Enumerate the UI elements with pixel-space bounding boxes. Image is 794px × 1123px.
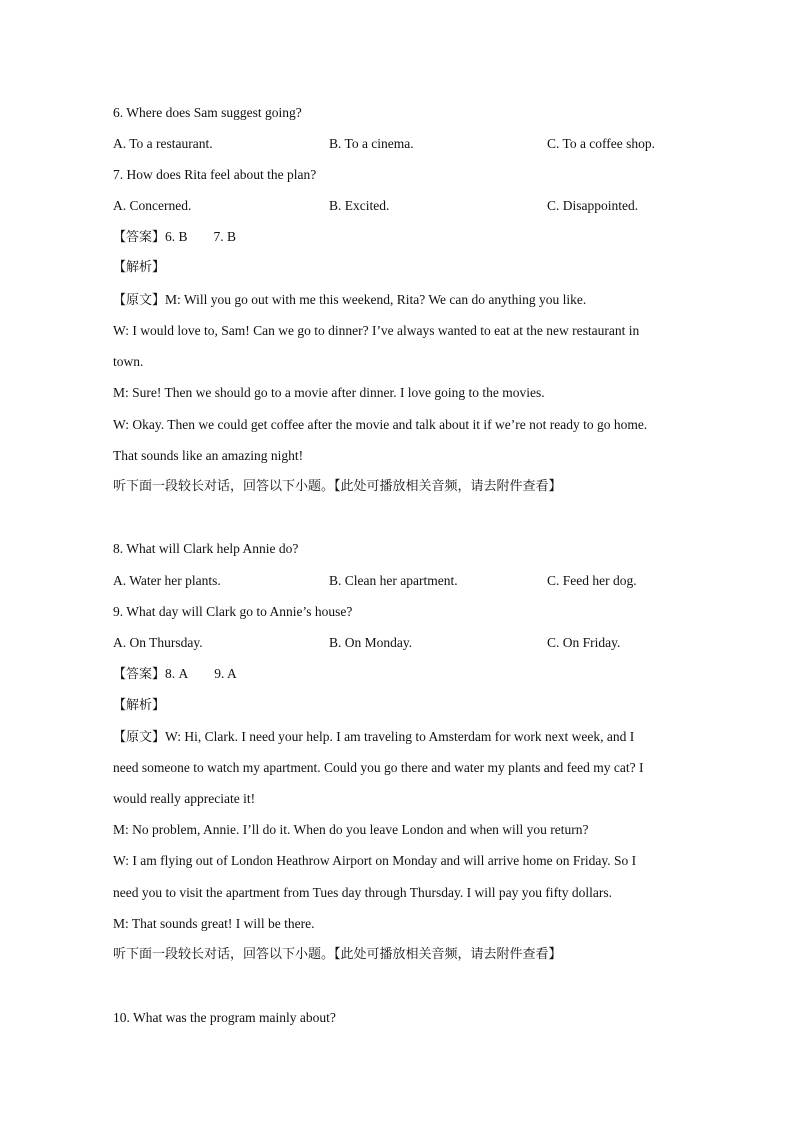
- transcript-1-line-2: W: I would love to, Sam! Can we go to dinner? I’ve always wanted to eat at the new restaurant in: [113, 323, 640, 338]
- option-a: A. To a restaurant.: [113, 136, 213, 151]
- question-9: 9. What day will Clark go to Annie’s house?: [113, 604, 353, 619]
- option-a: A. Water her plants.: [113, 573, 221, 588]
- transcript-2-line-2: need someone to watch my apartment. Could you go there and water my plants and feed my cat? I: [113, 760, 644, 775]
- answer-9: 9. A: [214, 666, 237, 681]
- option-c: C. To a coffee shop.: [547, 136, 656, 151]
- transcript-tag: 【原文】: [113, 730, 166, 745]
- question-7-options: [113, 197, 713, 215]
- option-b: B. Clean her apartment.: [329, 573, 458, 588]
- option-b: B. Excited.: [329, 198, 390, 213]
- analysis-tag-1: 【解析】: [113, 260, 166, 275]
- listening-instruction-2: 听下面一段较长对话，回答以下小题。【此处可播放相关音频，请去附件查看】: [113, 947, 562, 962]
- transcript-1-line-4: M: Sure! Then we should go to a movie after dinner. I love going to the movies.: [113, 385, 545, 400]
- transcript-text: W: Hi, Clark. I need your help. I am traveling to Amsterdam for work next week, and I: [165, 729, 635, 744]
- option-a: A. On Thursday.: [113, 635, 203, 650]
- transcript-text: M: Will you go out with me this weekend, Rita? We can do anything you like.: [165, 292, 587, 307]
- transcript-2-line-3: would really appreciate it!: [113, 791, 256, 806]
- answer-block-1: [113, 228, 683, 247]
- transcript-2-line-7: M: That sounds great! I will be there.: [113, 916, 315, 931]
- transcript-1-line-6: That sounds like an amazing night!: [113, 448, 304, 463]
- option-c: C. Feed her dog.: [547, 573, 637, 588]
- question-8: 8. What will Clark help Annie do?: [113, 541, 299, 556]
- transcript-1-line-5: W: Okay. Then we could get coffee after the movie and talk about it if we’re not ready to go home.: [113, 417, 648, 432]
- transcript-2-line-1: [113, 728, 683, 747]
- answer-tag: 【答案】: [113, 230, 166, 245]
- question-8-options: [113, 572, 713, 590]
- answer-8: 8. A: [165, 666, 189, 681]
- transcript-2-line-6: need you to visit the apartment from Tues day through Thursday. I will pay you fifty dollars.: [113, 885, 613, 900]
- transcript-1-line-1: [113, 291, 683, 310]
- answer-tag: 【答案】: [113, 667, 166, 682]
- transcript-1-line-3: town.: [113, 354, 144, 369]
- option-c: C. Disappointed.: [547, 198, 639, 213]
- option-b: B. To a cinema.: [329, 136, 414, 151]
- option-b: B. On Monday.: [329, 635, 413, 650]
- listening-instruction-1: 听下面一段较长对话，回答以下小题。【此处可播放相关音频，请去附件查看】: [113, 479, 562, 494]
- question-9-options: [113, 634, 713, 652]
- transcript-2-line-4: M: No problem, Annie. I’ll do it. When do you leave London and when will you return?: [113, 822, 589, 837]
- question-10: 10. What was the program mainly about?: [113, 1010, 336, 1025]
- option-a: A. Concerned.: [113, 198, 192, 213]
- answer-7: 7. B: [213, 229, 237, 244]
- option-c: C. On Friday.: [547, 635, 621, 650]
- transcript-tag: 【原文】: [113, 293, 166, 308]
- answer-6: 6. B: [165, 229, 188, 244]
- transcript-2-line-5: W: I am flying out of London Heathrow Airport on Monday and will arrive home on Friday. So I: [113, 853, 637, 868]
- answer-block-2: [113, 665, 683, 684]
- question-6-options: [113, 135, 713, 153]
- question-7: 7. How does Rita feel about the plan?: [113, 167, 317, 182]
- analysis-tag-2: 【解析】: [113, 698, 166, 713]
- question-6: 6. Where does Sam suggest going?: [113, 105, 302, 120]
